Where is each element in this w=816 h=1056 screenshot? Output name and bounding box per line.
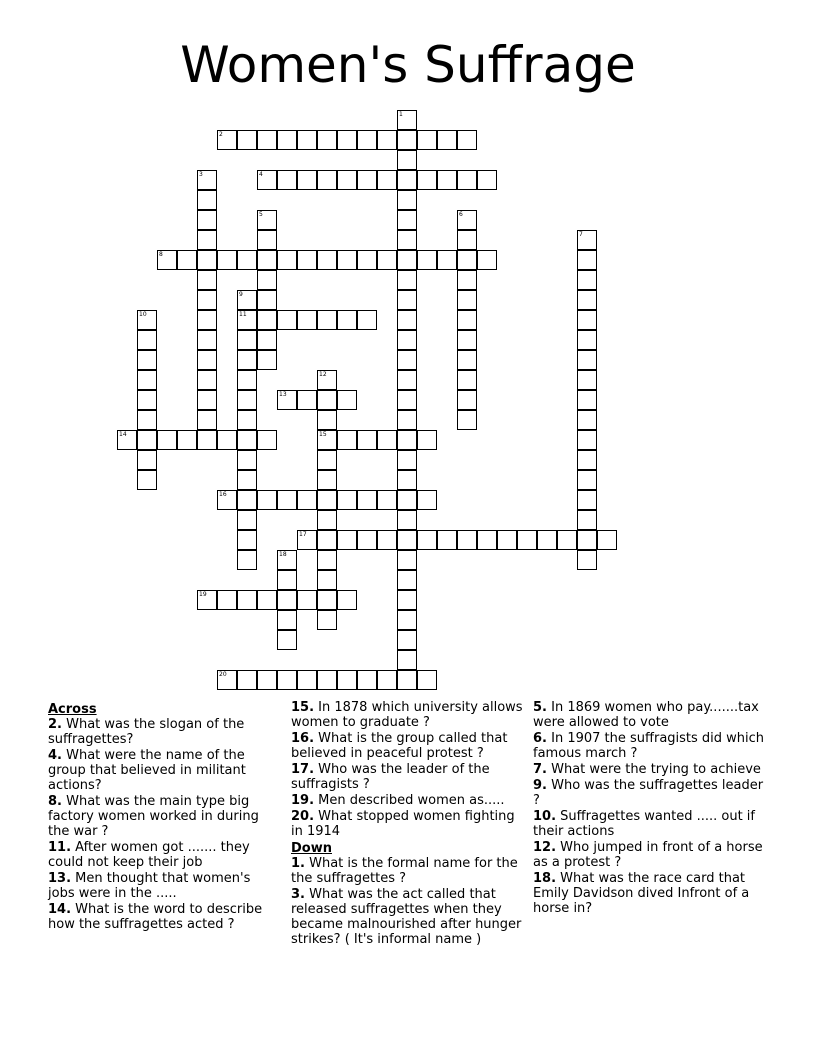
grid-cell[interactable] xyxy=(517,530,537,550)
grid-cell[interactable] xyxy=(417,130,437,150)
clue-number: 6 xyxy=(459,211,463,218)
clue-item xyxy=(48,794,270,839)
clue-text: What is the formal name for the the suffragettes ? xyxy=(291,856,518,886)
grid-cell[interactable] xyxy=(297,490,317,510)
grid-cell[interactable] xyxy=(477,530,497,550)
grid-cell[interactable] xyxy=(397,130,417,150)
grid-cell[interactable] xyxy=(577,390,597,410)
grid-cell[interactable] xyxy=(217,130,237,150)
grid-cell[interactable] xyxy=(277,490,297,510)
grid-cell[interactable] xyxy=(177,250,197,270)
clue-item xyxy=(48,902,270,932)
grid-cell[interactable] xyxy=(437,530,457,550)
clue-number: 1 xyxy=(399,111,403,118)
grid-cell[interactable] xyxy=(437,250,457,270)
grid-cell[interactable] xyxy=(257,670,277,690)
grid-cell[interactable] xyxy=(597,530,617,550)
grid-cell[interactable] xyxy=(577,230,597,250)
grid-cell[interactable] xyxy=(377,130,397,150)
clue-text: Men thought that women's jobs were in the ..... xyxy=(48,871,251,901)
grid-cell[interactable] xyxy=(237,310,257,330)
clue-item xyxy=(48,717,270,747)
clue-item xyxy=(533,731,765,761)
across-header: Across xyxy=(48,702,97,717)
grid-cell[interactable] xyxy=(297,530,317,550)
grid-cell[interactable] xyxy=(577,450,597,470)
grid-cell[interactable] xyxy=(257,330,277,350)
grid-cell[interactable] xyxy=(277,390,297,410)
grid-cell[interactable] xyxy=(357,670,377,690)
grid-cell[interactable] xyxy=(337,490,357,510)
grid-cell[interactable] xyxy=(317,250,337,270)
clue-text: Who jumped in front of a horse as a protest ? xyxy=(533,840,763,870)
grid-cell[interactable] xyxy=(397,670,417,690)
grid-cell[interactable] xyxy=(277,170,297,190)
grid-cell[interactable] xyxy=(417,250,437,270)
grid-cell[interactable] xyxy=(237,550,257,570)
grid-cell[interactable] xyxy=(217,590,237,610)
grid-cell[interactable] xyxy=(297,310,317,330)
grid-cell[interactable] xyxy=(297,390,317,410)
clue-number: 13 xyxy=(279,391,287,398)
grid-cell[interactable] xyxy=(457,210,477,230)
grid-cell[interactable] xyxy=(457,350,477,370)
grid-cell[interactable] xyxy=(397,610,417,630)
grid-cell[interactable] xyxy=(197,430,217,450)
grid-cell[interactable] xyxy=(237,370,257,390)
grid-cell[interactable] xyxy=(337,310,357,330)
clue-text: What stopped women fighting in 1914 xyxy=(291,809,515,839)
clue-number-label: 14. xyxy=(48,902,72,917)
grid-cell[interactable] xyxy=(317,470,337,490)
clue-number-label: 18. xyxy=(533,871,557,886)
clue-text: Men described women as..... xyxy=(314,793,505,808)
clue-text: What is the group called that believed in peaceful protest ? xyxy=(291,731,508,761)
grid-cell[interactable] xyxy=(137,410,157,430)
grid-cell[interactable] xyxy=(397,590,417,610)
grid-cell[interactable] xyxy=(397,270,417,290)
clue-number-label: 8. xyxy=(48,794,62,809)
grid-cell[interactable] xyxy=(477,250,497,270)
grid-cell[interactable] xyxy=(237,290,257,310)
clue-number-label: 17. xyxy=(291,762,315,777)
grid-cell[interactable] xyxy=(397,350,417,370)
clue-number-label: 5. xyxy=(533,700,547,715)
clue-number-label: 3. xyxy=(291,887,305,902)
grid-cell[interactable] xyxy=(277,570,297,590)
grid-cell[interactable] xyxy=(257,210,277,230)
clue-number-label: 2. xyxy=(48,717,62,732)
grid-cell[interactable] xyxy=(237,670,257,690)
clue-number: 5 xyxy=(259,211,263,218)
grid-cell[interactable] xyxy=(577,530,597,550)
grid-cell[interactable] xyxy=(257,250,277,270)
grid-cell[interactable] xyxy=(577,470,597,490)
grid-cell[interactable] xyxy=(297,130,317,150)
grid-cell[interactable] xyxy=(577,430,597,450)
clue-text: What was the slogan of the suffragettes? xyxy=(48,717,245,747)
grid-cell[interactable] xyxy=(317,590,337,610)
grid-cell[interactable] xyxy=(137,330,157,350)
clue-number: 3 xyxy=(199,171,203,178)
grid-cell[interactable] xyxy=(277,550,297,570)
grid-cell[interactable] xyxy=(137,470,157,490)
clue-number-label: 19. xyxy=(291,793,315,808)
grid-cell[interactable] xyxy=(577,350,597,370)
clue-number-label: 15. xyxy=(291,700,315,715)
grid-cell[interactable] xyxy=(357,170,377,190)
grid-cell[interactable] xyxy=(397,410,417,430)
grid-cell[interactable] xyxy=(317,450,337,470)
grid-cell[interactable] xyxy=(577,270,597,290)
clue-number-label: 12. xyxy=(533,840,557,855)
clue-item xyxy=(291,793,523,808)
grid-cell[interactable] xyxy=(277,610,297,630)
grid-cell[interactable] xyxy=(217,490,237,510)
grid-cell[interactable] xyxy=(157,430,177,450)
clue-item xyxy=(291,731,523,761)
grid-cell[interactable] xyxy=(337,250,357,270)
grid-cell[interactable] xyxy=(317,510,337,530)
grid-cell[interactable] xyxy=(577,290,597,310)
clue-item xyxy=(48,748,270,793)
grid-cell[interactable] xyxy=(397,290,417,310)
clue-number-label: 13. xyxy=(48,871,72,886)
grid-cell[interactable] xyxy=(377,670,397,690)
grid-cell[interactable] xyxy=(137,310,157,330)
grid-cell[interactable] xyxy=(137,370,157,390)
grid-cell[interactable] xyxy=(397,390,417,410)
grid-cell[interactable] xyxy=(577,310,597,330)
clue-item xyxy=(533,778,765,808)
grid-cell[interactable] xyxy=(137,390,157,410)
grid-cell[interactable] xyxy=(337,170,357,190)
grid-cell[interactable] xyxy=(397,510,417,530)
grid-cell[interactable] xyxy=(197,250,217,270)
grid-cell[interactable] xyxy=(237,130,257,150)
grid-cell[interactable] xyxy=(457,390,477,410)
clue-item xyxy=(291,762,523,792)
grid-cell[interactable] xyxy=(257,350,277,370)
puzzle-title: Women's Suffrage xyxy=(180,36,636,94)
clue-item xyxy=(533,809,765,839)
clue-text: In 1907 the suffragists did which famous march ? xyxy=(533,731,765,761)
grid-cell[interactable] xyxy=(257,490,277,510)
grid-cell[interactable] xyxy=(277,310,297,330)
grid-cell[interactable] xyxy=(257,430,277,450)
grid-cell[interactable] xyxy=(317,610,337,630)
clue-number: 20 xyxy=(219,671,227,678)
clue-number-label: 10. xyxy=(533,809,557,824)
grid-cell[interactable] xyxy=(397,530,417,550)
clue-number-label: 20. xyxy=(291,809,315,824)
grid-cell[interactable] xyxy=(237,530,257,550)
grid-cell[interactable] xyxy=(317,170,337,190)
grid-cell[interactable] xyxy=(277,670,297,690)
clue-number-label: 1. xyxy=(291,856,305,871)
grid-cell[interactable] xyxy=(577,370,597,390)
grid-cell[interactable] xyxy=(337,130,357,150)
grid-cell[interactable] xyxy=(397,370,417,390)
grid-cell[interactable] xyxy=(397,630,417,650)
grid-cell[interactable] xyxy=(357,310,377,330)
grid-cell[interactable] xyxy=(477,170,497,190)
grid-cell[interactable] xyxy=(397,550,417,570)
clue-number: 15 xyxy=(319,431,327,438)
grid-cell[interactable] xyxy=(317,530,337,550)
grid-cell[interactable] xyxy=(577,410,597,430)
clue-number-label: 6. xyxy=(533,731,547,746)
grid-cell[interactable] xyxy=(237,490,257,510)
clue-number: 9 xyxy=(239,291,243,298)
clue-text: What was the main type big factory women worked in during the war ? xyxy=(48,794,259,839)
clue-column-2 xyxy=(291,700,523,948)
grid-cell[interactable] xyxy=(157,250,177,270)
grid-cell[interactable] xyxy=(317,670,337,690)
grid-cell[interactable] xyxy=(197,290,217,310)
grid-cell[interactable] xyxy=(397,430,417,450)
clue-item xyxy=(291,809,523,839)
grid-cell[interactable] xyxy=(237,350,257,370)
grid-cell[interactable] xyxy=(297,590,317,610)
clue-text: After women got ....... they could not keep their job xyxy=(48,840,250,870)
grid-cell[interactable] xyxy=(197,190,217,210)
grid-cell[interactable] xyxy=(237,410,257,430)
grid-cell[interactable] xyxy=(297,250,317,270)
grid-cell[interactable] xyxy=(197,270,217,290)
grid-cell[interactable] xyxy=(457,250,477,270)
grid-cell[interactable] xyxy=(457,270,477,290)
grid-cell[interactable] xyxy=(577,250,597,270)
grid-cell[interactable] xyxy=(197,370,217,390)
grid-cell[interactable] xyxy=(317,550,337,570)
clue-item xyxy=(48,840,270,870)
grid-cell[interactable] xyxy=(457,230,477,250)
grid-cell[interactable] xyxy=(377,250,397,270)
grid-cell[interactable] xyxy=(397,450,417,470)
clue-number-label: 16. xyxy=(291,731,315,746)
grid-cell[interactable] xyxy=(317,570,337,590)
grid-cell[interactable] xyxy=(577,330,597,350)
grid-cell[interactable] xyxy=(397,110,417,130)
grid-cell[interactable] xyxy=(397,150,417,170)
grid-cell[interactable] xyxy=(397,310,417,330)
clue-number-label: 9. xyxy=(533,778,547,793)
grid-cell[interactable] xyxy=(237,470,257,490)
grid-cell[interactable] xyxy=(417,430,437,450)
grid-cell[interactable] xyxy=(397,190,417,210)
clue-number: 17 xyxy=(299,531,307,538)
clue-number: 14 xyxy=(119,431,127,438)
clue-number: 19 xyxy=(199,591,207,598)
grid-cell[interactable] xyxy=(457,330,477,350)
grid-cell[interactable] xyxy=(457,310,477,330)
clue-text: In 1878 which university allows women to graduate ? xyxy=(291,700,523,730)
grid-cell[interactable] xyxy=(537,530,557,550)
grid-cell[interactable] xyxy=(197,410,217,430)
grid-cell[interactable] xyxy=(257,270,277,290)
clue-item xyxy=(533,762,765,777)
grid-cell[interactable] xyxy=(417,530,437,550)
grid-cell[interactable] xyxy=(397,170,417,190)
grid-cell[interactable] xyxy=(277,590,297,610)
grid-cell[interactable] xyxy=(397,210,417,230)
grid-cell[interactable] xyxy=(337,430,357,450)
grid-cell[interactable] xyxy=(197,390,217,410)
clue-number: 2 xyxy=(219,131,223,138)
clue-number: 4 xyxy=(259,171,263,178)
grid-cell[interactable] xyxy=(457,130,477,150)
grid-cell[interactable] xyxy=(237,510,257,530)
grid-cell[interactable] xyxy=(317,410,337,430)
grid-cell[interactable] xyxy=(357,530,377,550)
clue-text: Who was the suffragettes leader ? xyxy=(533,778,764,808)
grid-cell[interactable] xyxy=(317,430,337,450)
grid-cell[interactable] xyxy=(417,670,437,690)
grid-cell[interactable] xyxy=(417,490,437,510)
clue-item xyxy=(291,887,523,947)
grid-cell[interactable] xyxy=(317,370,337,390)
grid-cell[interactable] xyxy=(357,430,377,450)
grid-cell[interactable] xyxy=(457,290,477,310)
grid-cell[interactable] xyxy=(257,130,277,150)
grid-cell[interactable] xyxy=(197,310,217,330)
clue-number-label: 11. xyxy=(48,840,72,855)
clue-item xyxy=(533,700,765,730)
grid-cell[interactable] xyxy=(357,490,377,510)
grid-cell[interactable] xyxy=(237,590,257,610)
clue-item xyxy=(48,871,270,901)
grid-cell[interactable] xyxy=(317,130,337,150)
grid-cell[interactable] xyxy=(377,530,397,550)
grid-cell[interactable] xyxy=(197,330,217,350)
grid-cell[interactable] xyxy=(297,670,317,690)
clue-item xyxy=(533,840,765,870)
grid-cell[interactable] xyxy=(117,430,137,450)
clue-text: What is the word to describe how the suffragettes acted ? xyxy=(48,902,263,932)
grid-cell[interactable] xyxy=(317,490,337,510)
grid-cell[interactable] xyxy=(397,250,417,270)
grid-cell[interactable] xyxy=(397,650,417,670)
clue-text: Who was the leader of the suffragists ? xyxy=(291,762,490,792)
grid-cell[interactable] xyxy=(357,250,377,270)
clue-column-1 xyxy=(48,700,270,933)
grid-cell[interactable] xyxy=(277,130,297,150)
clue-number-label: 7. xyxy=(533,762,547,777)
grid-cell[interactable] xyxy=(557,530,577,550)
grid-cell[interactable] xyxy=(217,250,237,270)
grid-cell[interactable] xyxy=(497,530,517,550)
grid-cell[interactable] xyxy=(197,590,217,610)
grid-cell[interactable] xyxy=(277,630,297,650)
grid-cell[interactable] xyxy=(137,450,157,470)
grid-cell[interactable] xyxy=(397,570,417,590)
clue-text: What were the trying to achieve xyxy=(546,762,761,777)
grid-cell[interactable] xyxy=(257,310,277,330)
clue-number: 16 xyxy=(219,491,227,498)
clue-text: What was the race card that Emily Davidson dived Infront of a horse in? xyxy=(533,871,750,916)
grid-cell[interactable] xyxy=(317,390,337,410)
clue-text: In 1869 women who pay.......tax were allowed to vote xyxy=(533,700,759,730)
grid-cell[interactable] xyxy=(177,430,197,450)
grid-cell[interactable] xyxy=(377,170,397,190)
grid-cell[interactable] xyxy=(337,390,357,410)
clue-number: 7 xyxy=(579,231,583,238)
grid-cell[interactable] xyxy=(197,230,217,250)
clue-number-label: 4. xyxy=(48,748,62,763)
grid-cell[interactable] xyxy=(397,230,417,250)
grid-cell[interactable] xyxy=(137,430,157,450)
grid-cell[interactable] xyxy=(257,170,277,190)
grid-cell[interactable] xyxy=(437,170,457,190)
grid-cell[interactable] xyxy=(577,490,597,510)
clue-number: 18 xyxy=(279,551,287,558)
grid-cell[interactable] xyxy=(577,550,597,570)
clue-number: 11 xyxy=(239,311,247,318)
grid-cell[interactable] xyxy=(577,510,597,530)
grid-cell[interactable] xyxy=(357,130,377,150)
grid-cell[interactable] xyxy=(397,330,417,350)
down-header: Down xyxy=(291,841,332,856)
grid-cell[interactable] xyxy=(217,430,237,450)
grid-cell[interactable] xyxy=(137,350,157,370)
clue-text: What was the act called that released suffragettes when they became malnourished after hunger strikes? ( It's informal name ) xyxy=(291,887,522,947)
grid-cell[interactable] xyxy=(377,490,397,510)
grid-cell[interactable] xyxy=(237,430,257,450)
grid-cell[interactable] xyxy=(337,530,357,550)
grid-cell[interactable] xyxy=(417,170,437,190)
clue-column-3 xyxy=(533,700,765,917)
clue-text: Suffragettes wanted ..... out if their actions xyxy=(533,809,755,839)
grid-cell[interactable] xyxy=(277,250,297,270)
grid-cell[interactable] xyxy=(197,170,217,190)
grid-cell[interactable] xyxy=(237,330,257,350)
grid-cell[interactable] xyxy=(257,290,277,310)
grid-cell[interactable] xyxy=(197,210,217,230)
grid-cell[interactable] xyxy=(397,470,417,490)
grid-cell[interactable] xyxy=(237,450,257,470)
grid-cell[interactable] xyxy=(217,670,237,690)
clue-number: 10 xyxy=(139,311,147,318)
grid-cell[interactable] xyxy=(377,430,397,450)
grid-cell[interactable] xyxy=(337,670,357,690)
grid-cell[interactable] xyxy=(237,390,257,410)
grid-cell[interactable] xyxy=(257,590,277,610)
clue-item xyxy=(291,700,523,730)
clue-text: What were the name of the group that believed in militant actions? xyxy=(48,748,246,793)
clue-item xyxy=(533,871,765,916)
grid-cell[interactable] xyxy=(457,530,477,550)
grid-cell[interactable] xyxy=(237,250,257,270)
clue-number: 12 xyxy=(319,371,327,378)
grid-cell[interactable] xyxy=(257,230,277,250)
grid-cell[interactable] xyxy=(397,490,417,510)
clue-item xyxy=(291,856,523,886)
grid-cell[interactable] xyxy=(457,170,477,190)
clue-number: 8 xyxy=(159,251,163,258)
grid-cell[interactable] xyxy=(457,370,477,390)
grid-cell[interactable] xyxy=(197,350,217,370)
grid-cell[interactable] xyxy=(317,310,337,330)
grid-cell[interactable] xyxy=(457,410,477,430)
grid-cell[interactable] xyxy=(337,590,357,610)
grid-cell[interactable] xyxy=(297,170,317,190)
grid-cell[interactable] xyxy=(437,130,457,150)
